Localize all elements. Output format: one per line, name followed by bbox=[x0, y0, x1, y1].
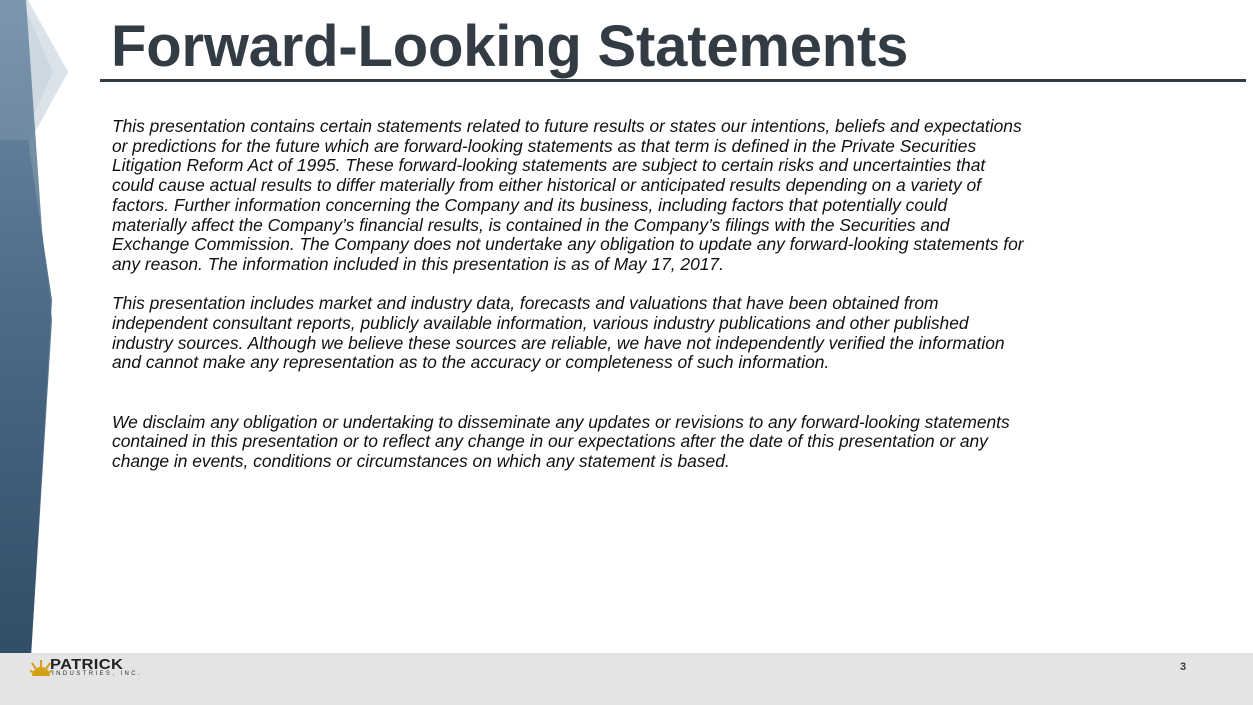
sunburst-logo-icon bbox=[30, 658, 52, 678]
market-data-paragraph: This presentation includes market and industry data, forecasts and valuations that have been obtained from independent consultant reports, publicly available information, various industry publications and other published industry sources. Although we believe these sources are reliable, we have not independently verified the information and cannot make any representation as to the accuracy or completeness of such information. bbox=[112, 293, 1005, 373]
page-title: Forward-Looking Statements bbox=[111, 14, 909, 79]
forward-looking-paragraph: This presentation contains certain statements related to future results or states our intentions, beliefs and expectations or predictions for the future which are forward-looking statements as that term is defined in the Private Securities Litigation Reform Act of 1995. These forward-looking statements are subject to certain risks and uncertainties that could cause actual results to differ materially from either historical or anticipated results depending on a variety of factors. Further information concerning the Company and its business, including factors that potentially could materially affect the Company’s financial results, is contained in the Company’s filings with the Securities and Exchange Commission. The Company does not undertake any obligation to update any forward-looking statements for any reason. The information included in this presentation is as of May 17, 2017. bbox=[112, 116, 1024, 274]
page-number: 3 bbox=[1179, 661, 1187, 673]
logo-subtitle: INDUSTRIES, INC. bbox=[52, 671, 143, 677]
footer-bar bbox=[0, 653, 1253, 705]
company-logo bbox=[30, 657, 158, 679]
left-decorative-band bbox=[0, 0, 70, 705]
title-underline bbox=[100, 79, 1246, 82]
logo-wordmark: PATRICK bbox=[50, 656, 124, 673]
disclaimer-body bbox=[112, 117, 1087, 472]
disclaimer-paragraph: We disclaim any obligation or undertaking to disseminate any updates or revisions to any forward-looking statements contained in this presentation or to reflect any change in our expectations after the date of this presentation or any change in events, conditions or circumstances on which any statement is based. bbox=[112, 411, 1010, 471]
